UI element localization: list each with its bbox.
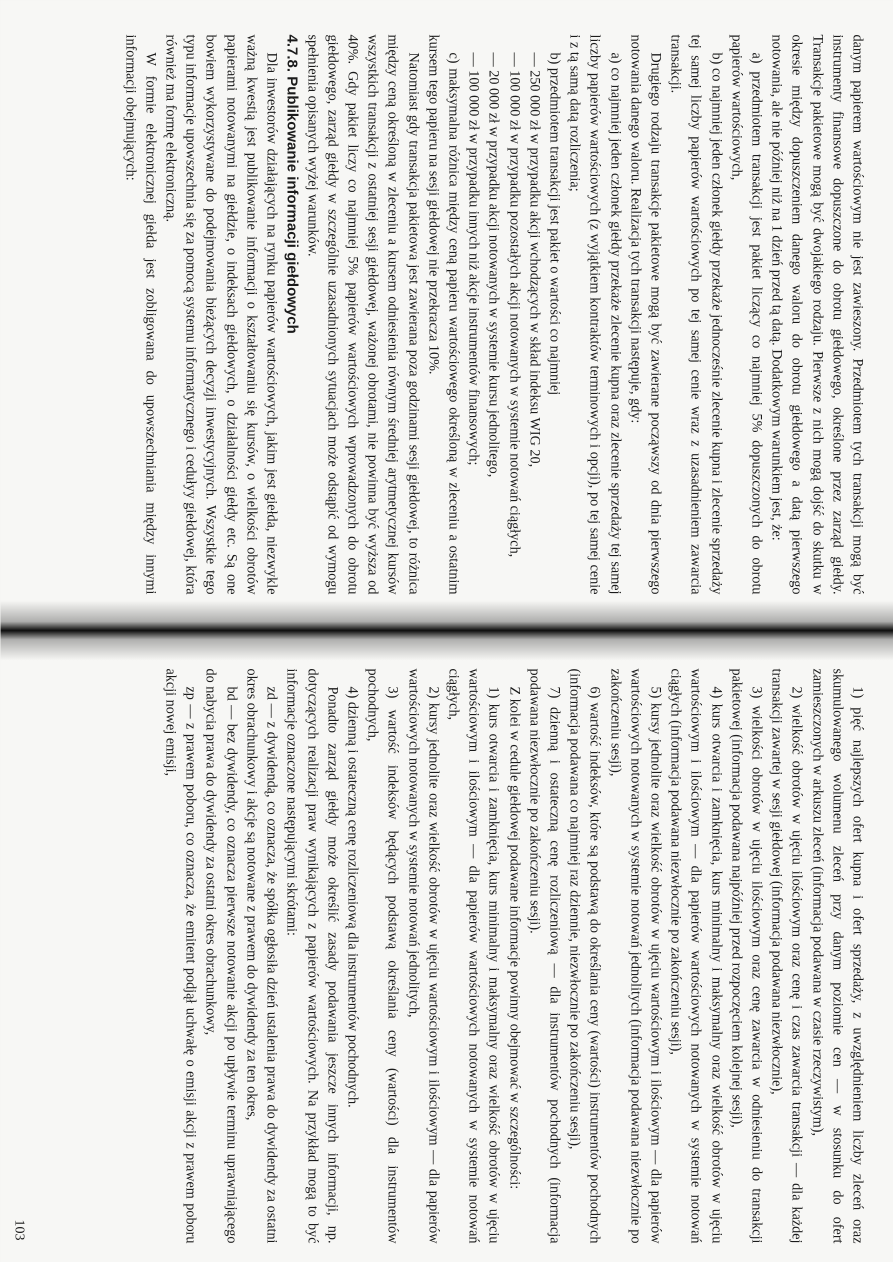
paragraph: Dla inwestorów działających na rynku papierów wartościowych, jakim jest giełda, niezwykle ważną kwestią jest publikowanie informacji o kształtowaniu się kursów, o wielkości obrotów papierami notowanymi na giełdzie, o indeksach giełdowych, o działalności giełdy etc. Są one bowiem wykorzystywane do podejmowania bieżących decyzji inwestycyjnych. Wszystkie tego typu informacje upowszechnia się za pomocą systemu informatycznego i cedułyy giełdowej, która również ma formę elektroniczną.: [162, 34, 280, 594]
paragraph: W formie elektronicznej giełda jest zobligowana do upowszechniania między innymi informacji obejmujących:: [121, 34, 158, 594]
list-item: 2) wielkość obrotów w ujęciu ilościowym oraz cenę i czas zawarcia transakcji — dla każdej transakcji zawartej w sesji giełdowej (informacja podawana niezwłocznie),: [768, 668, 805, 1243]
section-heading: 4.7.8. Publikowanie informacji giełdowych: [283, 34, 301, 334]
abbreviation-item: zp — z prawem poboru, co oznacza, że emitent podjął uchwałę o emisji akcji z prawem poboru akcji nowej emisji,: [162, 668, 199, 1243]
list-item: 3) wielkości obrotów w ujęciu ilościowym oraz cenę zawarcia w odniesieniu do transakcji pakietowej (informacja podawana najpóźniej przed rozpoczęciem kolejnej sesji),: [727, 668, 764, 1243]
paragraph: Drugiego rodzaju transakcje pakietowe mogą być zawierane począwszy od dnia pierwszego notowania danego waloru. Realizacja tych transakcji następuje, gdy:: [626, 34, 663, 594]
abbreviation-item: bd — bez dywidendy, co oznacza pierwsze notowanie akcji po upływie terminu uprawniającego do nabycia prawa do dywidendy za ostatni okres obrachunkowy,: [202, 668, 239, 1243]
list-item: 3) wartość indeksów będących podstawą określania ceny (wartości) dla instrumentów pochodnych,: [364, 668, 401, 1243]
list-item: b) co najmniej jeden członek giełdy przekaże jednocześnie zlecenie kupna i zlecenie sprzedaży tej samej liczby papierów wartościowych po tej samej cenie wraz z uzasadnieniem zawarcia transakcji.: [667, 34, 724, 594]
left-page-text: [119, 34, 867, 594]
list-item: 4) dzienną i ostateczną cenę rozliczeniową dla instrumentów pochodnych.: [343, 686, 360, 1108]
page-number: 103: [11, 1219, 26, 1240]
dash-item: — 20 000 zł w przypadku akcji notowanych w systemie kursu jednolitego,: [485, 52, 502, 477]
list-item: c) maksymalna różnica między ceną papieru wartościowego określoną w zleceniu a ostatnim kursem tego papieru na sesji giełdowej nie przekracza 10%.: [424, 34, 461, 594]
dash-item: — 250 000 zł w przypadku akcji wchodzących w skład indeksu WIG 20,: [525, 52, 542, 467]
list-item: 2) kursy jednolite oraz wielkość obrotów w ujęciu wartościowym i ilościowym — dla papierów wartościowych notowanych w systemie notowań jednolitych,: [404, 668, 441, 1243]
abbreviation-item: zd — z dywidendą, co oznacza, że spółka ogłosiła dzień ustalenia prawa do dywidendy za ostatni okres obrachunkowy i akcje są notowane z prawem do dywidendy za ten okres,: [242, 668, 280, 1243]
book-gutter-shadow: [0, 600, 893, 660]
dash-item: — 100 000 zł w przypadku innych niż akcje instrumentów finansowych;: [465, 52, 482, 465]
paragraph: danym papierem wartościowym nie jest zawieszony. Przedmiotem tych transakcji mogą być instrumenty finansowe dopuszczone do obrotu giełdowego, określone przez zarząd giełdy. Transakcje pakietowe mogą być dwojakiego rodzaju. Pierwsze z nich mogą dojść do skutku w okresie między dopuszczeniem danego waloru do obrotu giełdowego a datą pierwszego notowania, ale nie później niż na 1 dzień przed tą datą. Dodatkowym warunkiem jest, że:: [768, 34, 865, 594]
list-item: 7) dzienną i ostateczną cenę rozliczeniową — dla instrumentów pochodnych (informacja podawana niezwłocznie po zakończeniu sesji).: [525, 668, 562, 1243]
paragraph: Z kolei w cedule giełdowej podawane informacje powinny obejmować w szczególności:: [505, 686, 522, 1189]
list-item: 4) kurs otwarcia i zamknięcia, kurs minimalny i maksymalny oraz wielkość obrotów w ujęciu wartościowym i ilościowym — dla papierów wartościowych notowanych w systemie notowań ciągłych (informacja podawana niezwłocznie po zakończeniu sesji),: [667, 668, 724, 1243]
list-item: 6) wartość indeksów, które są podstawą do określania ceny (wartości) instrumentów pochodnych (informacja podawana co najmniej raz dziennie, niezwłocznie po zakończeniu sesji),: [566, 668, 603, 1243]
list-item: a) przedmiotem transakcji jest pakiet liczący co najmniej 5% dopuszczonych do obrotu papierów wartościowych,: [727, 34, 764, 594]
paragraph: Ponadto zarząd giełdy może określić zasady podawania jeszcze innych informacji, np. dotyczących realizacji praw wynikających z papierów wartościowych. Na przykład mogą to być informacje oznaczone następującymi skrótami:: [283, 668, 340, 1243]
list-item: a) co najmniej jeden członek giełdy przekaże zlecenie kupna oraz zlecenie sprzedaży tej samej liczby papierów wartościowych (z wyjątkiem kontraktów terminowych i opcji), po tej samej cenie i z tą samą datą rozliczenia;: [566, 34, 623, 594]
list-item: b) przedmiotem transakcji jest pakiet o wartości co najmniej: [545, 52, 562, 395]
list-item: 1) pięć najlepszych ofert kupna i ofert sprzedaży, z uwzględnieniem liczby zleceń oraz skumulowanego wolumenu zleceń przy danym poziomie cen — w stosunku do ofert zamieszczonych w arkuszu zleceń (informacja podawana w czasie rzeczywistym),: [808, 668, 865, 1243]
dash-item: — 100 000 zł w przypadku pozostałych akcji notowanych w systemie notowań ciągłych,: [505, 52, 522, 557]
paragraph: Natomiast gdy transakcja pakietowa jest zawierana poza godzinami sesji giełdowej, to różnica między ceną określoną w zleceniu a kursem odniesienia równym średniej arytmetycznej kursów wszystkich transakcji z ostatniej sesji giełdowej, ważonej obrotami, nie powinna być wyższa od 40%. Gdy pakiet liczy co najmniej 5% papierów wartościowych wprowadzonych do obrotu giełdowego, zarząd giełdy w szczególnie uzasadnionych sytuacjach może odstąpić od wymogu spełnienia opisanych wyżej warunków.: [303, 34, 421, 594]
list-item: 5) kursy jednolite oraz wielkość obrotów w ujęciu wartościowym i ilościowym — dla papierów wartościowych notowanych w systemie notowań jednolitych (informacja podawana niezwłocznie po zakończeniu sesji),: [606, 668, 663, 1243]
right-page-text: [160, 668, 867, 1243]
list-item: 1) kurs otwarcia i zamknięcia, kurs minimalny i maksymalny oraz wielkość obrotów w ujęciu wartościowym i ilościowym — dla papierów wartościowych notowanych w systemie notowań ciągłych,: [444, 668, 502, 1243]
